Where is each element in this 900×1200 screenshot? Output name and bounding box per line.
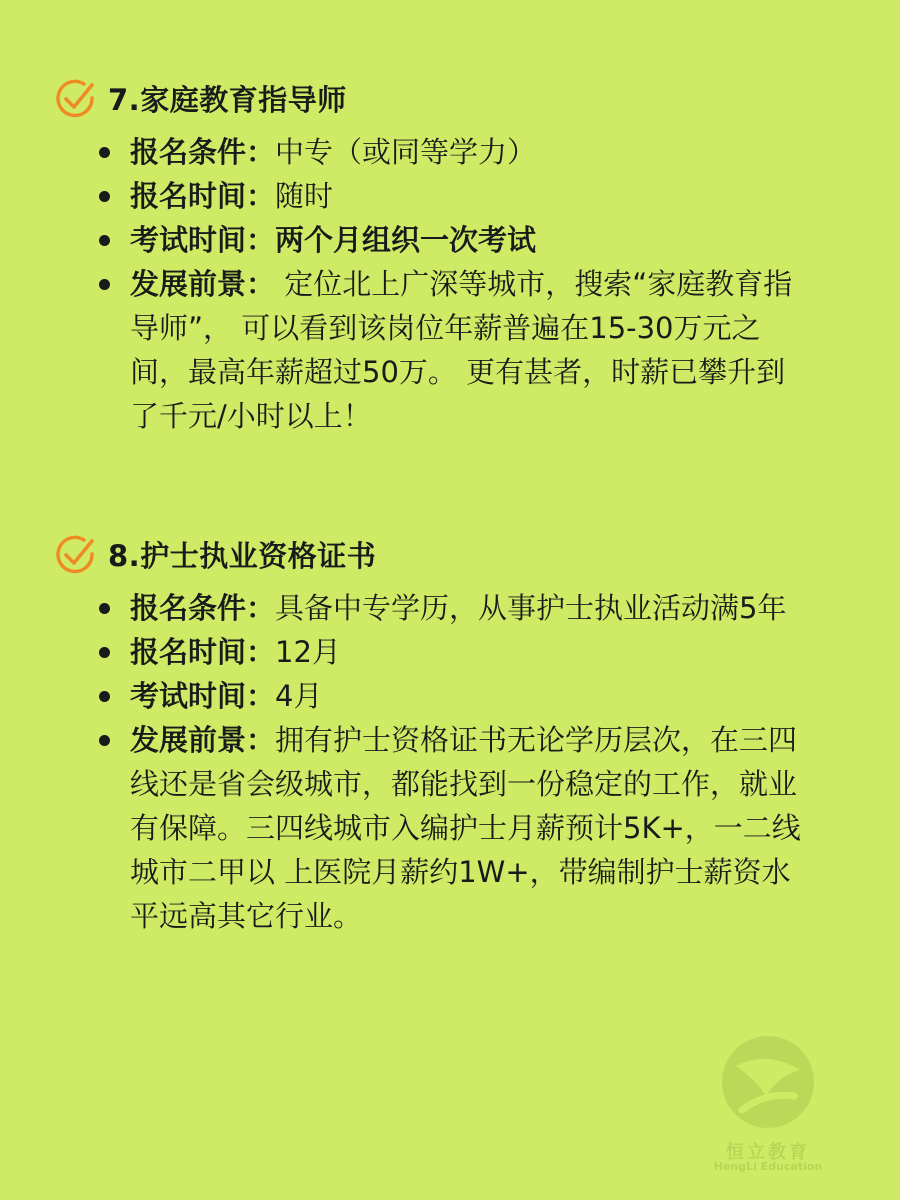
bullet-icon (99, 735, 110, 746)
list-item-registration-time (54, 630, 810, 674)
list-item-registration-conditions (54, 130, 810, 174)
item-value: 拥有护士资格证书无论学历层次，在三四线还是省会级城市，都能找到一份稳定的工作，就业有保障。三四线城市入编护士月薪预计5K+，一二线城市二甲以 上医院月薪约1W+，带编制护士薪资水平远高其它行业。 (130, 723, 801, 933)
bullet-icon (99, 191, 110, 202)
item-value: 4月 (275, 679, 323, 713)
section-title: 7.家庭教育指导师 (108, 82, 347, 117)
item-label: 发展前景： (130, 723, 276, 757)
bullet-icon (99, 147, 110, 158)
item-value: 定位北上广深等城市，搜索“家庭教育指导师”， 可以看到该岗位年薪普遍在15-30万元之间，最高年薪超过50万。 更有甚者，时薪已攀升到了千元/小时以上！ (130, 267, 793, 433)
bullet-icon (99, 235, 110, 246)
item-label: 考试时间： (130, 679, 276, 713)
section-heading (54, 530, 844, 578)
requirements-list (54, 130, 844, 438)
item-value: 两个月组织一次考试 (275, 223, 537, 257)
watermark-logo (708, 1030, 828, 1180)
item-value: 随时 (275, 179, 334, 213)
watermark-name-en: HengLi Education (713, 1160, 823, 1173)
item-value: 具备中专学历，从事护士执业活动满5年 (275, 591, 787, 625)
list-item-registration-conditions (54, 586, 810, 630)
item-label: 报名时间： (130, 635, 276, 669)
item-label: 报名条件： (130, 591, 276, 625)
list-item-registration-time (54, 174, 810, 218)
bullet-icon (99, 647, 110, 658)
item-value: 12月 (275, 635, 341, 669)
bullet-icon (99, 691, 110, 702)
bullet-icon (99, 279, 110, 290)
list-item-prospects (54, 262, 810, 438)
check-circle-icon (54, 532, 98, 576)
check-circle-icon (54, 76, 98, 120)
list-item-exam-time (54, 674, 810, 718)
item-label: 考试时间： (130, 223, 276, 257)
item-label: 报名时间： (130, 179, 276, 213)
section-heading (54, 74, 844, 122)
item-value: 中专（或同等学力） (275, 135, 537, 169)
list-item-prospects (54, 718, 810, 938)
requirements-list (54, 586, 844, 938)
watermark-name: 恒立教育 (726, 1142, 810, 1163)
item-label: 发展前景： (130, 267, 276, 301)
section-family-education-instructor (54, 74, 844, 438)
section-title: 8.护士执业资格证书 (108, 538, 377, 573)
item-label: 报名条件： (130, 135, 276, 169)
section-nurse-license (54, 530, 844, 938)
bullet-icon (99, 603, 110, 614)
list-item-exam-time (54, 218, 810, 262)
logo-icon (708, 1030, 828, 1140)
